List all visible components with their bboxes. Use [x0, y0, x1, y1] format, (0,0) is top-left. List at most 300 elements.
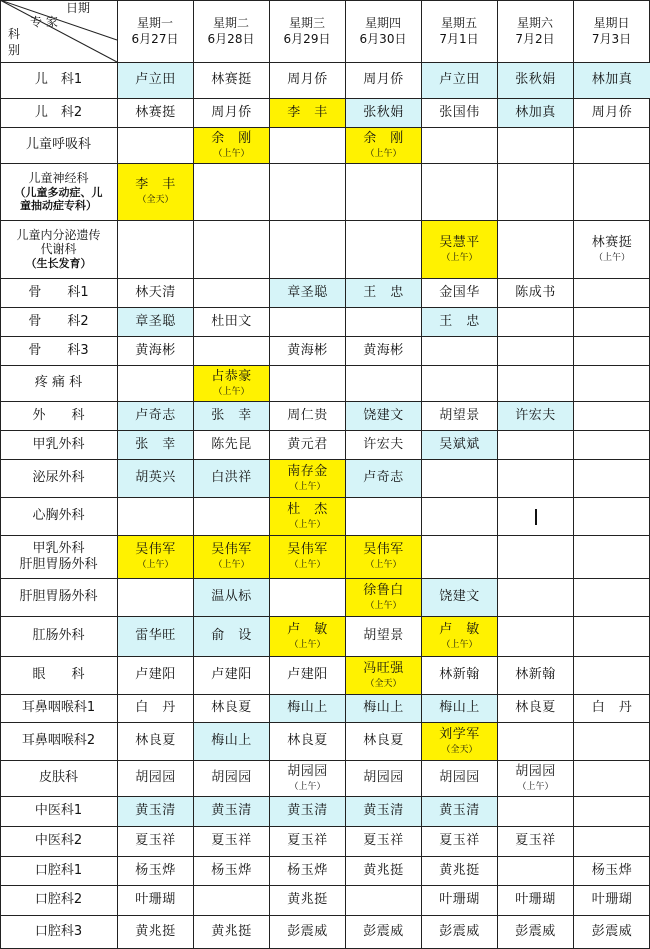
schedule-cell	[194, 657, 269, 694]
doctor-name: 梅山上	[211, 733, 252, 749]
department-name: 骨 科1	[28, 284, 89, 300]
session-note: （上午）	[441, 252, 478, 263]
schedule-cell	[498, 337, 573, 365]
schedule-cell	[346, 128, 421, 163]
schedule-cell	[118, 221, 193, 278]
header-day	[269, 0, 345, 62]
schedule-cell	[422, 886, 497, 915]
doctor-name: 彭震威	[591, 924, 633, 940]
schedule-cell	[194, 761, 269, 796]
schedule-cell	[270, 279, 345, 307]
schedule-cell	[498, 886, 573, 915]
schedule-cell	[346, 797, 421, 826]
doctor-name: 张秋娟	[363, 104, 404, 120]
doctor-name: 黄玉清	[439, 803, 480, 819]
schedule-cell	[346, 536, 421, 578]
doctor-name: 吴伟军	[135, 542, 176, 558]
department-cell	[0, 163, 117, 220]
department-name: 口腔科1	[34, 862, 83, 878]
schedule-cell	[574, 657, 650, 694]
department-cell	[0, 127, 117, 163]
header-weekday: 星期三	[288, 15, 325, 30]
doctor-name: 彭震威	[287, 924, 328, 940]
doctor-name: 梅山上	[363, 700, 404, 716]
schedule-cell	[498, 164, 573, 220]
schedule-cell	[498, 431, 573, 459]
doctor-name: 胡望景	[363, 628, 404, 644]
session-note: （上午）	[213, 148, 250, 159]
schedule-cell	[422, 695, 497, 722]
schedule-cell	[118, 695, 193, 722]
schedule-cell	[194, 916, 269, 949]
schedule-cell	[346, 579, 421, 616]
department-cell	[0, 656, 117, 694]
doctor-name: 卢奇志	[135, 407, 176, 423]
doctor-name: 黄海彬	[287, 342, 328, 358]
schedule-cell	[194, 164, 269, 220]
doctor-name: 胡园园	[515, 763, 556, 779]
doctor-name: 胡园园	[287, 763, 328, 779]
schedule-cell	[574, 431, 650, 459]
doctor-name: 胡园园	[211, 770, 252, 786]
session-note: （上午）	[289, 639, 326, 650]
schedule-cell	[118, 827, 193, 856]
schedule-cell	[194, 695, 269, 722]
schedule-cell	[118, 402, 193, 430]
schedule-cell	[498, 579, 573, 616]
schedule-cell	[118, 164, 193, 220]
header-day	[497, 0, 573, 62]
schedule-cell	[346, 402, 421, 430]
doctor-name: 叶珊瑚	[439, 892, 480, 908]
session-note: （上午）	[213, 386, 250, 397]
doctor-name: 吴斌斌	[439, 436, 480, 452]
schedule-cell	[346, 431, 421, 459]
corner-date-label: 日期	[66, 1, 91, 15]
schedule-cell	[498, 99, 573, 127]
doctor-name: 卢立田	[135, 72, 176, 88]
schedule-cell	[346, 916, 421, 949]
department-name: 外 科	[32, 407, 85, 423]
schedule-cell	[118, 63, 193, 98]
schedule-cell	[498, 617, 573, 656]
schedule-cell	[118, 761, 193, 796]
department-name: 肛肠外科	[32, 628, 85, 644]
doctor-name: 胡园园	[135, 770, 176, 786]
doctor-name: 夏玉祥	[515, 833, 556, 849]
schedule-cell	[498, 402, 573, 430]
department-name: 儿 科1	[34, 72, 83, 88]
schedule-cell	[346, 827, 421, 856]
schedule-cell	[118, 886, 193, 915]
header-date: 6月28日	[207, 32, 255, 46]
doctor-name: 饶建文	[363, 407, 404, 423]
doctor-name: 黄玉清	[363, 803, 404, 819]
session-note: （上午）	[365, 560, 402, 571]
schedule-cell	[194, 617, 269, 656]
department-subtitle: （生长发育）	[25, 257, 92, 271]
schedule-cell	[574, 579, 650, 616]
doctor-name: 林加真	[515, 104, 556, 120]
doctor-name: 张 幸	[135, 436, 176, 452]
schedule-cell	[118, 657, 193, 694]
department-name: 耳鼻咽喉科2	[21, 733, 96, 749]
header-date: 7月2日	[515, 32, 555, 46]
schedule-cell	[346, 886, 421, 915]
header-date: 6月29日	[283, 32, 331, 46]
doctor-name: 张 幸	[211, 407, 252, 423]
schedule-cell	[346, 337, 421, 365]
doctor-name: 卢 敏	[287, 621, 328, 637]
schedule-cell	[118, 279, 193, 307]
schedule-cell	[194, 886, 269, 915]
doctor-name: 胡园园	[439, 770, 480, 786]
department-cell	[0, 278, 117, 307]
department-name: 口腔科3	[34, 924, 83, 940]
schedule-cell	[270, 579, 345, 616]
header-day	[573, 0, 650, 62]
schedule-cell	[574, 164, 650, 220]
department-name: 泌尿外科	[32, 470, 85, 486]
doctor-name: 章圣聪	[287, 284, 328, 300]
department-cell	[0, 722, 117, 760]
schedule-cell	[194, 63, 269, 98]
doctor-name: 刘学军	[439, 726, 480, 742]
schedule-cell	[118, 579, 193, 616]
schedule-cell	[422, 402, 497, 430]
schedule-cell	[346, 498, 421, 535]
schedule-cell	[270, 63, 345, 98]
doctor-name: 饶建文	[439, 589, 480, 605]
schedule-cell	[574, 308, 650, 336]
schedule-cell	[574, 857, 650, 885]
schedule-cell	[270, 221, 345, 278]
doctor-name: 李 丰	[287, 104, 328, 120]
doctor-name: 林良夏	[515, 700, 556, 716]
doctor-name: 林赛挺	[135, 104, 176, 120]
doctor-name: 林新翰	[515, 667, 556, 683]
department-name: 肝胆胃肠外科	[19, 589, 98, 605]
schedule-cell	[118, 460, 193, 497]
schedule-cell	[118, 617, 193, 656]
schedule-cell	[498, 797, 573, 826]
schedule-cell	[346, 657, 421, 694]
doctor-name: 彭震威	[363, 924, 404, 940]
schedule-cell	[422, 498, 497, 535]
schedule-cell	[574, 797, 650, 826]
schedule-cell	[270, 695, 345, 722]
schedule-cell	[346, 99, 421, 127]
doctor-name: 卢建阳	[211, 667, 252, 683]
schedule-cell	[422, 337, 497, 365]
schedule-cell	[574, 221, 650, 278]
department-cell	[0, 796, 117, 826]
schedule-cell	[194, 402, 269, 430]
schedule-cell	[498, 221, 573, 278]
session-note: （全天）	[441, 744, 478, 755]
schedule-cell	[270, 128, 345, 163]
corner-expert-label: 专 家	[30, 15, 58, 29]
doctor-name: 叶珊瑚	[515, 892, 556, 908]
schedule-cell	[498, 308, 573, 336]
doctor-name: 林赛挺	[211, 72, 252, 88]
schedule-cell	[118, 431, 193, 459]
header-date: 7月1日	[439, 32, 479, 46]
schedule-cell	[422, 797, 497, 826]
doctor-name: 陈先昆	[211, 436, 252, 452]
schedule-cell	[270, 337, 345, 365]
doctor-name: 夏玉祥	[287, 833, 328, 849]
schedule-cell	[270, 857, 345, 885]
schedule-cell	[422, 536, 497, 578]
header-date: 6月30日	[359, 32, 407, 46]
doctor-name: 周仁贵	[287, 407, 328, 423]
department-name: 骨 科3	[28, 342, 89, 358]
session-note: （上午）	[593, 252, 630, 263]
schedule-cell	[346, 164, 421, 220]
schedule-cell	[194, 797, 269, 826]
doctor-name: 黄兆挺	[211, 924, 252, 940]
schedule-cell	[574, 99, 650, 127]
schedule-cell	[270, 723, 345, 760]
header-day	[117, 0, 193, 62]
schedule-cell	[270, 308, 345, 336]
doctor-name: 杨玉烨	[211, 862, 252, 878]
schedule-cell	[270, 827, 345, 856]
schedule-cell	[346, 279, 421, 307]
doctor-name: 张秋娟	[515, 72, 556, 88]
doctor-name: 陈成书	[515, 284, 556, 300]
schedule-cell	[346, 723, 421, 760]
schedule-cell	[118, 916, 193, 949]
department-cell	[0, 401, 117, 430]
schedule-cell	[194, 723, 269, 760]
doctor-name: 胡英兴	[135, 470, 176, 486]
schedule-cell	[498, 460, 573, 497]
department-name: 口腔科2	[34, 892, 83, 908]
doctor-name: 王 忠	[439, 313, 480, 329]
schedule-cell	[194, 99, 269, 127]
schedule-cell	[574, 723, 650, 760]
schedule-cell	[346, 308, 421, 336]
doctor-name: 卢立田	[439, 72, 480, 88]
department-name: 眼 科	[32, 667, 85, 683]
schedule-cell	[194, 308, 269, 336]
session-note: （上午）	[289, 519, 326, 530]
department-cell	[0, 578, 117, 616]
schedule-cell	[270, 402, 345, 430]
doctor-name: 卢 敏	[439, 621, 480, 637]
schedule-cell	[422, 761, 497, 796]
department-name: 耳鼻咽喉科1	[21, 700, 96, 716]
schedule-cell	[270, 164, 345, 220]
schedule-cell	[194, 337, 269, 365]
doctor-name: 林新翰	[439, 667, 480, 683]
schedule-cell	[574, 128, 650, 163]
doctor-name: 叶珊瑚	[591, 892, 633, 908]
doctor-name: 白 丹	[135, 700, 176, 716]
doctor-name: 黄玉清	[287, 803, 328, 819]
doctor-name: 黄玉清	[211, 803, 252, 819]
header-weekday: 星期六	[516, 15, 553, 30]
schedule-cell	[574, 617, 650, 656]
doctor-name: 彭震威	[515, 924, 556, 940]
header-weekday: 星期一	[136, 15, 173, 30]
department-cell	[0, 856, 117, 885]
schedule-cell	[422, 164, 497, 220]
header-weekday: 星期日	[593, 15, 630, 30]
schedule-cell	[346, 761, 421, 796]
doctor-name: 吴慧平	[439, 234, 480, 250]
schedule-cell	[422, 827, 497, 856]
department-name: 甲乳外科 肝胆胃肠外科	[19, 540, 98, 572]
schedule-cell	[498, 761, 573, 796]
schedule-cell	[422, 460, 497, 497]
doctor-name: 林加真	[591, 72, 633, 88]
schedule-cell	[574, 827, 650, 856]
department-name: 骨 科2	[28, 313, 89, 329]
department-cell	[0, 459, 117, 497]
department-cell	[0, 365, 117, 401]
doctor-name: 许宏夫	[515, 407, 556, 423]
doctor-name: 章圣聪	[135, 313, 176, 329]
department-cell	[0, 760, 117, 796]
schedule-cell	[498, 657, 573, 694]
doctor-name: 温从标	[211, 589, 252, 605]
schedule-cell	[270, 617, 345, 656]
schedule-cell	[270, 498, 345, 535]
doctor-name: 余 刚	[211, 130, 252, 146]
schedule-cell	[194, 579, 269, 616]
schedule-cell	[422, 221, 497, 278]
doctor-name: 占恭豪	[211, 368, 252, 384]
schedule-cell	[498, 827, 573, 856]
doctor-name: 卢奇志	[363, 470, 404, 486]
schedule-cell	[422, 916, 497, 949]
schedule-cell	[118, 797, 193, 826]
doctor-name: 余 刚	[363, 130, 404, 146]
department-cell	[0, 98, 117, 127]
schedule-cell	[194, 431, 269, 459]
schedule-cell	[194, 827, 269, 856]
header-day	[193, 0, 269, 62]
schedule-cell	[346, 460, 421, 497]
doctor-name: 胡望景	[439, 407, 480, 423]
doctor-name: 黄兆挺	[439, 862, 480, 878]
doctor-name: 林良夏	[363, 733, 404, 749]
doctor-name: 叶珊瑚	[135, 892, 176, 908]
schedule-cell	[422, 63, 497, 98]
doctor-name: 黄元君	[287, 436, 328, 452]
doctor-name: 李 丰	[135, 177, 176, 193]
header-weekday: 星期四	[364, 15, 401, 30]
schedule-cell	[574, 761, 650, 796]
doctor-name: 吴伟军	[211, 542, 252, 558]
department-name: 心胸外科	[32, 508, 85, 524]
schedule-cell	[270, 886, 345, 915]
schedule-cell	[498, 366, 573, 401]
schedule-cell	[498, 695, 573, 722]
session-note: （上午）	[289, 781, 326, 792]
header-date: 6月27日	[131, 32, 179, 46]
schedule-cell	[498, 498, 573, 535]
header-day	[421, 0, 497, 62]
schedule-cell	[118, 723, 193, 760]
doctor-name: 周月侨	[211, 104, 252, 120]
schedule-cell	[194, 498, 269, 535]
schedule-cell	[422, 579, 497, 616]
doctor-name: 雷华旺	[135, 628, 176, 644]
schedule-cell	[194, 221, 269, 278]
schedule-cell	[422, 128, 497, 163]
doctor-name: 金国华	[439, 284, 480, 300]
doctor-name: 杨玉烨	[287, 862, 328, 878]
schedule-cell	[346, 63, 421, 98]
schedule-cell	[574, 536, 650, 578]
header-day	[345, 0, 421, 62]
schedule-cell	[422, 279, 497, 307]
schedule-cell	[574, 366, 650, 401]
schedule-cell	[194, 279, 269, 307]
department-cell	[0, 535, 117, 578]
session-note: （上午）	[365, 148, 402, 159]
header-corner	[0, 0, 117, 62]
schedule-cell	[574, 695, 650, 722]
schedule-cell	[270, 761, 345, 796]
doctor-name: 彭震威	[439, 924, 480, 940]
doctor-name: 南存金	[287, 463, 328, 479]
session-note: （上午）	[137, 560, 174, 571]
doctor-name: 许宏夫	[363, 436, 404, 452]
doctor-name: 胡园园	[363, 770, 404, 786]
corner-dept-label-top: 科	[8, 27, 21, 41]
session-note: （上午）	[365, 600, 402, 611]
schedule-cell	[422, 99, 497, 127]
schedule-cell	[498, 279, 573, 307]
corner-dept-label-bottom: 别	[8, 43, 21, 57]
schedule-cell	[422, 431, 497, 459]
session-note: （上午）	[289, 481, 326, 492]
department-cell	[0, 430, 117, 459]
schedule-cell	[118, 366, 193, 401]
schedule-cell	[270, 366, 345, 401]
text-cursor-mark	[535, 509, 537, 525]
session-note: （全天）	[365, 678, 402, 689]
doctor-name: 白 丹	[591, 700, 633, 716]
schedule-cell	[422, 857, 497, 885]
schedule-cell	[574, 886, 650, 915]
department-name: 疼 痛 科	[34, 375, 83, 391]
department-cell	[0, 497, 117, 535]
schedule-cell	[422, 617, 497, 656]
doctor-name: 林良夏	[135, 733, 176, 749]
schedule-cell	[346, 366, 421, 401]
department-name: 儿童呼吸科	[25, 137, 91, 153]
schedule-cell	[574, 337, 650, 365]
schedule-cell	[194, 460, 269, 497]
schedule-cell	[498, 63, 573, 98]
doctor-name: 周月侨	[287, 72, 328, 88]
department-cell	[0, 616, 117, 656]
session-note: （上午）	[441, 639, 478, 650]
department-cell	[0, 62, 117, 98]
schedule-cell	[270, 460, 345, 497]
doctor-name: 黄海彬	[363, 342, 404, 358]
doctor-name: 周月侨	[591, 104, 633, 120]
doctor-name: 吴伟军	[363, 542, 404, 558]
schedule-cell	[194, 857, 269, 885]
doctor-name: 林赛挺	[591, 234, 633, 250]
